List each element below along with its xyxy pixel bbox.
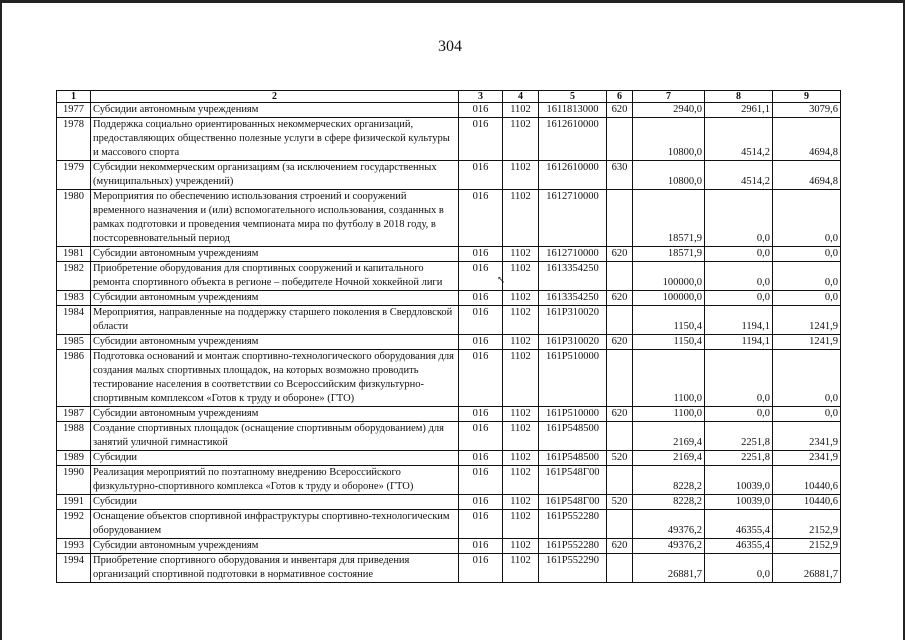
amount-year-3-cell: 0,0 (773, 350, 841, 407)
amount-year-3-cell: 0,0 (773, 247, 841, 262)
table-row (57, 190, 841, 247)
amount-year-2-cell: 2961,1 (705, 103, 773, 118)
code-ministry-cell: 016 (459, 407, 503, 422)
code-section-cell: 1102 (503, 510, 539, 539)
amount-year-2-cell: 0,0 (705, 554, 773, 583)
table-row (57, 466, 841, 495)
amount-year-1-cell: 100000,0 (633, 291, 705, 306)
amount-year-2-cell: 1194,1 (705, 306, 773, 335)
amount-year-1-cell: 100000,0 (633, 262, 705, 291)
amount-year-1-cell: 49376,2 (633, 510, 705, 539)
code-ministry-cell: 016 (459, 466, 503, 495)
amount-year-2-cell: 4514,2 (705, 161, 773, 190)
amount-year-2-cell: 0,0 (705, 247, 773, 262)
code-ministry-cell: 016 (459, 262, 503, 291)
code-section-cell: 1102 (503, 451, 539, 466)
item-name-cell: Субсидии автономным учреждениям (91, 335, 459, 350)
code-ministry-cell: 016 (459, 539, 503, 554)
amount-year-1-cell: 10800,0 (633, 118, 705, 161)
row-number-cell: 1987 (57, 407, 91, 422)
code-type-cell: 630 (607, 161, 633, 190)
amount-year-2-cell: 0,0 (705, 262, 773, 291)
row-number-cell: 1993 (57, 539, 91, 554)
header-cell: 7 (633, 91, 705, 103)
code-target-cell: 161P548Г00 (539, 495, 607, 510)
code-type-cell (607, 422, 633, 451)
page-border-left (0, 0, 2, 640)
amount-year-1-cell: 2169,4 (633, 451, 705, 466)
header-cell: 5 (539, 91, 607, 103)
code-type-cell: 620 (607, 247, 633, 262)
table-row (57, 103, 841, 118)
code-section-cell: 1102 (503, 291, 539, 306)
amount-year-2-cell: 0,0 (705, 291, 773, 306)
amount-year-3-cell: 0,0 (773, 407, 841, 422)
amount-year-1-cell: 1150,4 (633, 306, 705, 335)
row-number-cell: 1989 (57, 451, 91, 466)
code-target-cell: 161P548500 (539, 422, 607, 451)
amount-year-3-cell: 2152,9 (773, 539, 841, 554)
item-name-cell: Субсидии автономным учреждениям (91, 103, 459, 118)
code-target-cell: 161P552290 (539, 554, 607, 583)
page-number: 304 (438, 38, 462, 55)
code-section-cell: 1102 (503, 407, 539, 422)
table-row (57, 247, 841, 262)
code-section-cell: 1102 (503, 161, 539, 190)
code-ministry-cell: 016 (459, 161, 503, 190)
code-section-cell: 1102 (503, 335, 539, 350)
item-name-cell: Приобретение спортивного оборудования и инвентаря для приведения организаций спортивной подготовки в нормативное состояние (91, 554, 459, 583)
amount-year-1-cell: 26881,7 (633, 554, 705, 583)
table-row (57, 335, 841, 350)
code-ministry-cell: 016 (459, 495, 503, 510)
row-number-cell: 1992 (57, 510, 91, 539)
table-row (57, 291, 841, 306)
item-name-cell: Создание спортивных площадок (оснащение спортивным оборудованием) для занятий уличной гимнастикой (91, 422, 459, 451)
row-number-cell: 1982 (57, 262, 91, 291)
code-section-cell: 1102 (503, 350, 539, 407)
code-section-cell: 1102 (503, 103, 539, 118)
amount-year-1-cell: 49376,2 (633, 539, 705, 554)
code-ministry-cell: 016 (459, 190, 503, 247)
amount-year-3-cell: 1241,9 (773, 306, 841, 335)
code-type-cell (607, 262, 633, 291)
table-row (57, 539, 841, 554)
code-target-cell: 1612610000 (539, 161, 607, 190)
code-target-cell: 161P310020 (539, 335, 607, 350)
code-section-cell: 1102 (503, 554, 539, 583)
table-row (57, 554, 841, 583)
code-target-cell: 161P552280 (539, 510, 607, 539)
row-number-cell: 1986 (57, 350, 91, 407)
code-target-cell: 161P310020 (539, 306, 607, 335)
amount-year-1-cell: 2940,0 (633, 103, 705, 118)
code-ministry-cell: 016 (459, 103, 503, 118)
amount-year-2-cell: 0,0 (705, 190, 773, 247)
table-row (57, 118, 841, 161)
amount-year-2-cell: 2251,8 (705, 451, 773, 466)
code-type-cell (607, 554, 633, 583)
row-number-cell: 1991 (57, 495, 91, 510)
row-number-cell: 1977 (57, 103, 91, 118)
amount-year-1-cell: 8228,2 (633, 495, 705, 510)
table-row (57, 350, 841, 407)
amount-year-3-cell: 0,0 (773, 262, 841, 291)
code-type-cell (607, 466, 633, 495)
amount-year-3-cell: 4694,8 (773, 118, 841, 161)
code-section-cell: 1102 (503, 190, 539, 247)
table-row (57, 161, 841, 190)
code-type-cell: 520 (607, 495, 633, 510)
amount-year-3-cell: 2341,9 (773, 451, 841, 466)
code-type-cell: 620 (607, 407, 633, 422)
code-target-cell: 1613354250 (539, 262, 607, 291)
amount-year-2-cell: 0,0 (705, 350, 773, 407)
code-type-cell (607, 306, 633, 335)
table-row (57, 510, 841, 539)
code-target-cell: 1612710000 (539, 190, 607, 247)
code-type-cell (607, 118, 633, 161)
item-name-cell: Реализация мероприятий по поэтапному внедрению Всероссийского физкультурно-спортивного комплекса «Готов к труду и обороне» (ГТО) (91, 466, 459, 495)
item-name-cell: Субсидии некоммерческим организациям (за исключением государственных (муниципальных) учреждений) (91, 161, 459, 190)
amount-year-1-cell: 8228,2 (633, 466, 705, 495)
table-row (57, 495, 841, 510)
row-number-cell: 1978 (57, 118, 91, 161)
code-ministry-cell: 016 (459, 554, 503, 583)
amount-year-3-cell: 10440,6 (773, 495, 841, 510)
item-name-cell: Мероприятия по обеспечению использования строений и сооружений временного назначения и (или) вспомогательного использования, созданных в рамках подготовки и проведения чемпионата мира по футболу в 2018 году, в постсоревновательный период (91, 190, 459, 247)
code-section-cell: 1102 (503, 262, 539, 291)
row-number-cell: 1994 (57, 554, 91, 583)
amount-year-3-cell: 10440,6 (773, 466, 841, 495)
amount-year-2-cell: 2251,8 (705, 422, 773, 451)
row-number-cell: 1990 (57, 466, 91, 495)
header-cell: 9 (773, 91, 841, 103)
item-name-cell: Приобретение оборудования для спортивных сооружений и капитального ремонта спортивного объекта в регионе – победителе Ночной хоккейной лиги (91, 262, 459, 291)
amount-year-1-cell: 1150,4 (633, 335, 705, 350)
table-row (57, 262, 841, 291)
code-target-cell: 161P548500 (539, 451, 607, 466)
item-name-cell: Субсидии автономным учреждениям (91, 539, 459, 554)
code-ministry-cell: 016 (459, 291, 503, 306)
row-number-cell: 1981 (57, 247, 91, 262)
code-type-cell: 620 (607, 335, 633, 350)
amount-year-1-cell: 2169,4 (633, 422, 705, 451)
header-cell: 2 (91, 91, 459, 103)
item-name-cell: Подготовка оснований и монтаж спортивно-технологического оборудования для создания малых спортивных площадок, на которых возможно проводить тестирование населения в соответствии со Всероссийским физкультурно-спортивным комплексом «Готов к труду и обороне» (ГТО) (91, 350, 459, 407)
code-ministry-cell: 016 (459, 247, 503, 262)
amount-year-3-cell: 2152,9 (773, 510, 841, 539)
code-ministry-cell: 016 (459, 350, 503, 407)
header-cell: 1 (57, 91, 91, 103)
code-section-cell: 1102 (503, 495, 539, 510)
amount-year-2-cell: 10039,0 (705, 466, 773, 495)
code-ministry-cell: 016 (459, 118, 503, 161)
amount-year-2-cell: 4514,2 (705, 118, 773, 161)
code-type-cell (607, 350, 633, 407)
row-number-cell: 1980 (57, 190, 91, 247)
code-target-cell: 161P552280 (539, 539, 607, 554)
code-target-cell: 161P548Г00 (539, 466, 607, 495)
amount-year-1-cell: 18571,9 (633, 190, 705, 247)
table-row (57, 407, 841, 422)
table-row (57, 422, 841, 451)
code-section-cell: 1102 (503, 306, 539, 335)
amount-year-1-cell: 10800,0 (633, 161, 705, 190)
code-section-cell: 1102 (503, 118, 539, 161)
page-border-top (0, 0, 905, 3)
item-name-cell: Субсидии (91, 451, 459, 466)
code-section-cell: 1102 (503, 466, 539, 495)
code-target-cell: 161P510000 (539, 407, 607, 422)
code-ministry-cell: 016 (459, 422, 503, 451)
code-type-cell: 620 (607, 103, 633, 118)
code-type-cell (607, 190, 633, 247)
item-name-cell: Субсидии автономным учреждениям (91, 407, 459, 422)
item-name-cell: Субсидии (91, 495, 459, 510)
item-name-cell: Мероприятия, направленные на поддержку старшего поколения в Свердловской области (91, 306, 459, 335)
code-target-cell: 1613354250 (539, 291, 607, 306)
amount-year-2-cell: 10039,0 (705, 495, 773, 510)
item-name-cell: Оснащение объектов спортивной инфраструктуры спортивно-технологическим оборудованием (91, 510, 459, 539)
amount-year-1-cell: 1100,0 (633, 350, 705, 407)
row-number-cell: 1988 (57, 422, 91, 451)
amount-year-3-cell: 26881,7 (773, 554, 841, 583)
row-number-cell: 1985 (57, 335, 91, 350)
code-section-cell: 1102 (503, 247, 539, 262)
header-cell: 3 (459, 91, 503, 103)
cursor-mark-icon: ↖ (497, 275, 506, 286)
amount-year-3-cell: 2341,9 (773, 422, 841, 451)
code-ministry-cell: 016 (459, 306, 503, 335)
code-type-cell: 520 (607, 451, 633, 466)
code-section-cell: 1102 (503, 422, 539, 451)
item-name-cell: Субсидии автономным учреждениям (91, 247, 459, 262)
header-cell: 6 (607, 91, 633, 103)
row-number-cell: 1979 (57, 161, 91, 190)
code-ministry-cell: 016 (459, 335, 503, 350)
code-ministry-cell: 016 (459, 451, 503, 466)
amount-year-3-cell: 0,0 (773, 190, 841, 247)
amount-year-1-cell: 18571,9 (633, 247, 705, 262)
table-body (57, 103, 841, 583)
amount-year-3-cell: 0,0 (773, 291, 841, 306)
code-type-cell: 620 (607, 291, 633, 306)
amount-year-2-cell: 1194,1 (705, 335, 773, 350)
code-section-cell: 1102 (503, 539, 539, 554)
code-type-cell: 620 (607, 539, 633, 554)
amount-year-2-cell: 46355,4 (705, 510, 773, 539)
amount-year-2-cell: 0,0 (705, 407, 773, 422)
code-target-cell: 1611813000 (539, 103, 607, 118)
amount-year-2-cell: 46355,4 (705, 539, 773, 554)
code-target-cell: 1612710000 (539, 247, 607, 262)
code-ministry-cell: 016 (459, 510, 503, 539)
amount-year-3-cell: 4694,8 (773, 161, 841, 190)
item-name-cell: Поддержка социально ориентированных некоммерческих организаций, предоставляющих общественно полезные услуги в сфере физической культуры и массового спорта (91, 118, 459, 161)
header-cell: 8 (705, 91, 773, 103)
code-target-cell: 161P510000 (539, 350, 607, 407)
table-row (57, 451, 841, 466)
row-number-cell: 1984 (57, 306, 91, 335)
budget-table (56, 90, 841, 583)
row-number-cell: 1983 (57, 291, 91, 306)
header-cell: 4 (503, 91, 539, 103)
amount-year-1-cell: 1100,0 (633, 407, 705, 422)
table-row (57, 306, 841, 335)
amount-year-3-cell: 1241,9 (773, 335, 841, 350)
item-name-cell: Субсидии автономным учреждениям (91, 291, 459, 306)
code-type-cell (607, 510, 633, 539)
amount-year-3-cell: 3079,6 (773, 103, 841, 118)
code-target-cell: 1612610000 (539, 118, 607, 161)
table-header-row (57, 91, 841, 103)
